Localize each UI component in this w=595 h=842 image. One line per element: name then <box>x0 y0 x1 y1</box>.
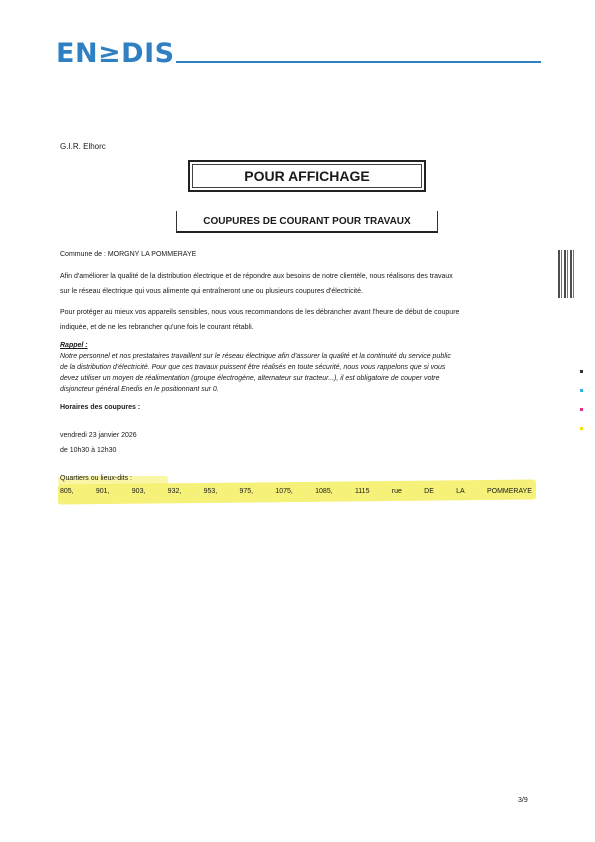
paragraph-1-line-1: Afin d'améliorer la qualité de la distribution électrique et de répondre aux besoins de notre clientèle, nous réalisons des travaux <box>60 273 453 280</box>
location-item: 1115 <box>354 488 370 495</box>
rappel-label: Rappel : <box>60 342 88 349</box>
schedule-date: vendredi 23 janvier 2026 <box>60 432 137 439</box>
rappel-line-4: disjoncteur général Enedis en le positionnant sur 0. <box>60 386 219 393</box>
page-number: 3/9 <box>518 797 528 804</box>
location-item: 932, <box>167 488 182 495</box>
subtitle <box>176 211 438 233</box>
paragraph-1-line-2: sur le réseau électrique qui vous alimente qui entraîneront une ou plusieurs coupures d'électricité. <box>60 288 363 295</box>
locations-heading: Quartiers ou lieux-dits : <box>60 475 132 482</box>
subtitle-text: COUPURES DE COURANT POUR TRAVAUX <box>203 215 411 227</box>
enedis-logo: EN≥DIS <box>56 38 175 69</box>
location-item: 953, <box>203 488 218 495</box>
paragraph-2-line-1: Pour protéger au mieux vos appareils sensibles, nous vous recommandons de les débrancher avant l'heure de début de coupure <box>60 309 460 316</box>
location-item: 805, <box>60 488 74 495</box>
rappel-line-3: devez utiliser un moyen de réalimentation (groupe électrogène, alternateur sur tracteur...), il est obligatoire de couper votre <box>60 375 440 382</box>
print-mark-cyan <box>580 389 583 392</box>
main-title-text: POUR AFFICHAGE <box>244 168 370 184</box>
rappel-line-2: de la distribution d'électricité. Pour que ces travaux puissent être réalisés en toute sécurité, nous vous rappelons que si vous <box>60 364 446 371</box>
location-item: 1085, <box>315 488 333 495</box>
office-label: G.I.R. Elhorc <box>60 142 106 151</box>
schedule-heading: Horaires des coupures : <box>60 404 141 411</box>
paragraph-2-line-2: indiquée, et de ne les rebrancher qu'une fois le courant rétabli. <box>60 324 254 331</box>
qr-code-icon <box>558 250 576 298</box>
print-mark-magenta <box>580 408 583 411</box>
print-mark-black <box>580 370 583 373</box>
location-item: 901, <box>95 488 110 495</box>
location-item: POMMERAYE <box>486 488 532 495</box>
location-item: 975, <box>239 488 254 495</box>
print-mark-yellow <box>580 427 583 430</box>
schedule-time: de 10h30 à 12h30 <box>60 447 117 454</box>
location-item: rue <box>391 488 402 495</box>
location-item: DE <box>424 488 434 495</box>
location-item: 903, <box>131 488 146 495</box>
commune-line: Commune de : MORGNY LA POMMERAYE <box>60 251 197 258</box>
rappel-line-1: Notre personnel et nos prestataires travaillent sur le réseau électrique afin d'assurer la qualité et la continuité du service public <box>60 353 451 360</box>
location-item: 1075, <box>275 488 293 495</box>
main-title <box>188 160 426 192</box>
logo-divider <box>176 61 541 63</box>
locations-list <box>60 488 532 495</box>
location-item: LA <box>456 488 465 495</box>
